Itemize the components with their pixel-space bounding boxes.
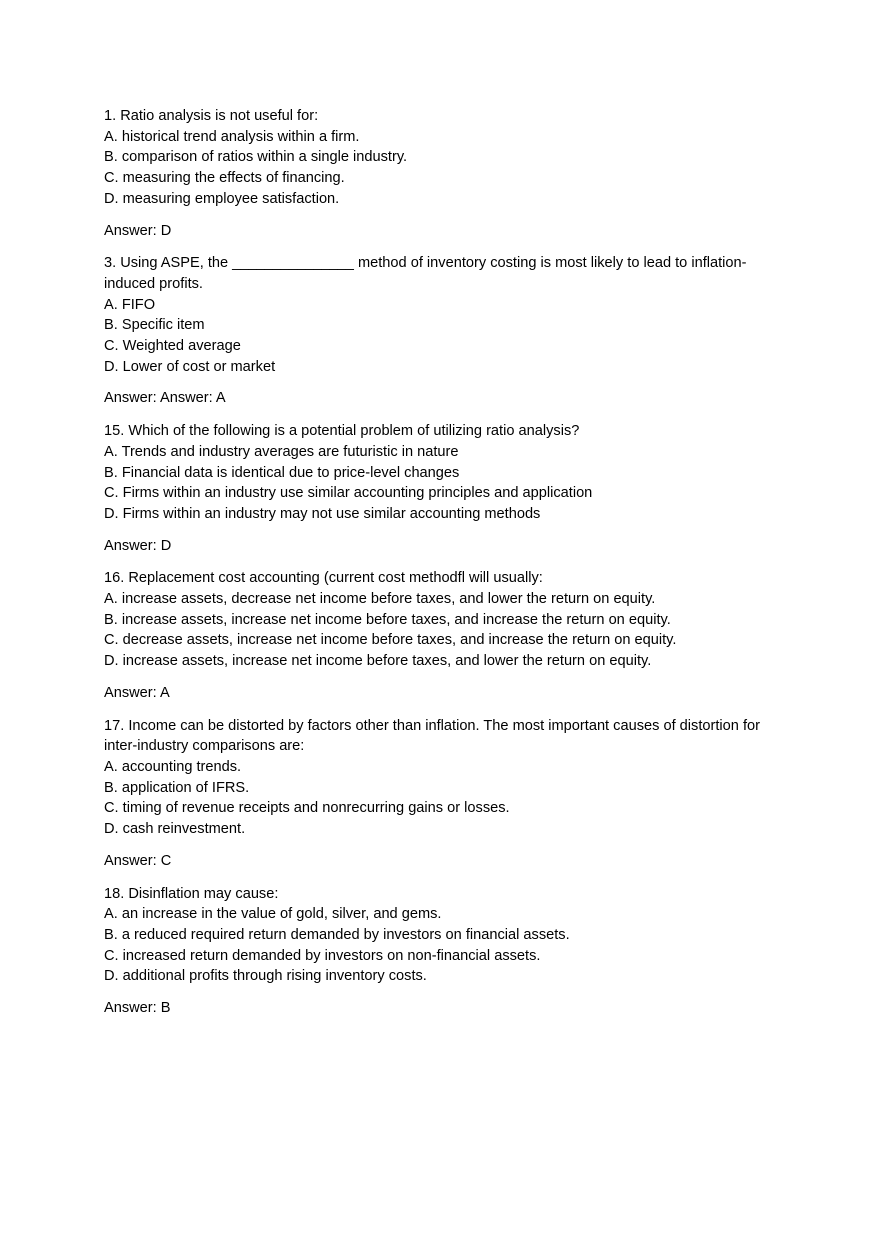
question-options (104, 127, 776, 210)
option-line: D. Lower of cost or market (104, 358, 276, 375)
question-block (104, 568, 776, 703)
option-line: D. increase assets, increase net income before taxes, and lower the return on equity. (104, 653, 652, 670)
option-line: B. comparison of ratios within a single industry. (104, 149, 408, 166)
question-block (104, 421, 776, 556)
option-line: C. increased return demanded by investors on non-financial assets. (104, 947, 541, 964)
option-line: B. a reduced required return demanded by investors on financial assets. (104, 926, 570, 943)
question-options (104, 589, 776, 672)
question-prompt: 18. Disinflation may cause: (104, 885, 279, 902)
answer-line: Answer: D (104, 537, 172, 554)
question-prompt: 16. Replacement cost accounting (current cost methodfl will usually: (104, 570, 543, 587)
option-line: B. application of IFRS. (104, 779, 250, 796)
option-line: D. additional profits through rising inventory costs. (104, 968, 427, 985)
option-line: B. Financial data is identical due to price-level changes (104, 464, 460, 481)
answer-line: Answer: C (104, 852, 172, 869)
question-block (104, 716, 776, 872)
option-line: C. timing of revenue receipts and nonrecurring gains or losses. (104, 800, 510, 817)
question-prompt: 3. Using ASPE, the _______________ method of inventory costing is most likely to lead to inflation-induced profits. (104, 255, 747, 292)
option-line: B. increase assets, increase net income before taxes, and increase the return on equity. (104, 611, 671, 628)
option-line: A. an increase in the value of gold, silver, and gems. (104, 906, 442, 923)
option-line: A. accounting trends. (104, 758, 242, 775)
question-options (104, 757, 776, 840)
option-line: D. cash reinvestment. (104, 821, 246, 838)
option-line: D. measuring employee satisfaction. (104, 190, 340, 207)
option-line: A. historical trend analysis within a firm. (104, 128, 360, 145)
question-block (104, 253, 776, 409)
question-prompt: 17. Income can be distorted by factors other than inflation. The most important causes of distortion for inter-industry comparisons are: (104, 717, 760, 755)
answer-line: Answer: A (104, 684, 170, 701)
option-line: A. FIFO (104, 296, 156, 313)
option-line: A. Trends and industry averages are futuristic in nature (104, 443, 459, 460)
question-list (104, 106, 776, 1019)
option-line: C. Weighted average (104, 338, 241, 355)
question-options (104, 904, 776, 987)
answer-line: Answer: B (104, 1000, 171, 1017)
option-line: A. increase assets, decrease net income before taxes, and lower the return on equity. (104, 591, 656, 608)
question-options (104, 442, 776, 525)
option-line: C. decrease assets, increase net income before taxes, and increase the return on equity. (104, 632, 677, 649)
question-options (104, 295, 776, 378)
option-line: D. Firms within an industry may not use similar accounting methods (104, 505, 541, 522)
question-block (104, 884, 776, 1019)
option-line: B. Specific item (104, 317, 205, 334)
option-line: C. Firms within an industry use similar accounting principles and application (104, 485, 593, 502)
answer-line: Answer: D (104, 222, 172, 239)
question-prompt: 15. Which of the following is a potential problem of utilizing ratio analysis? (104, 423, 580, 440)
question-prompt: 1. Ratio analysis is not useful for: (104, 108, 319, 124)
question-block (104, 106, 776, 241)
answer-line: Answer: Answer: A (104, 390, 226, 407)
option-line: C. measuring the effects of financing. (104, 170, 345, 187)
